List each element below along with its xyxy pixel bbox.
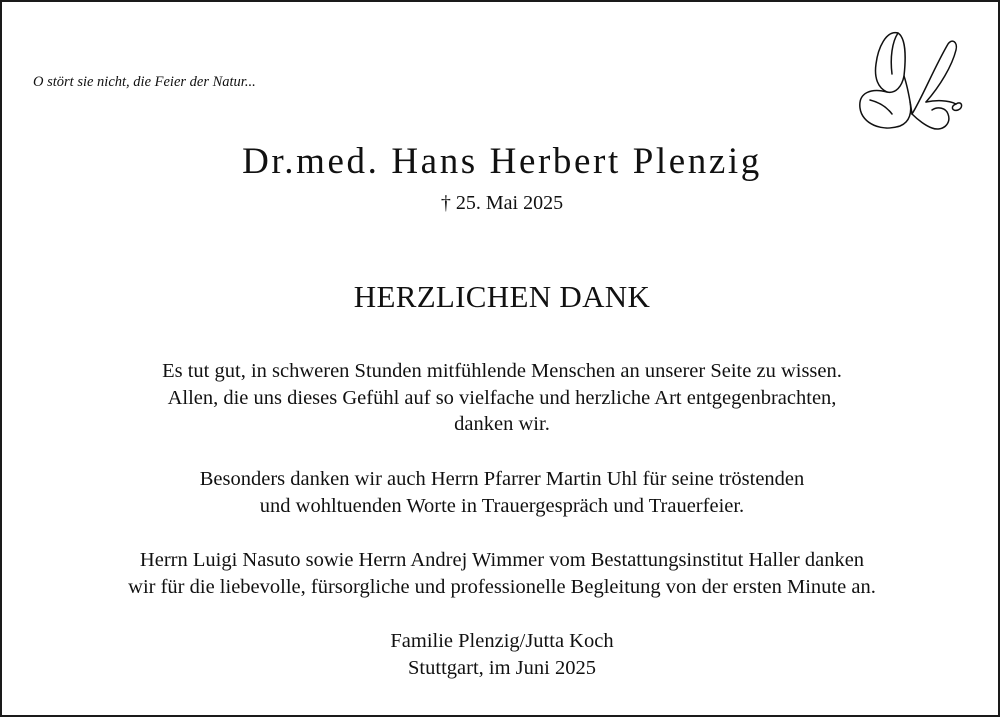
paragraph-line: und wohltuenden Worte in Trauergespräch und Trauerfeier.	[259, 494, 745, 517]
death-date: † 25. Mai 2025	[440, 192, 564, 214]
paragraph-line: Es tut gut, in schweren Stunden mitfühlende Menschen an unserer Seite zu wissen.	[162, 360, 842, 382]
thanks-undertaker-paragraph	[2, 547, 1000, 600]
paragraph-line: Allen, die uns dieses Gefühl auf so vielfache und herzliche Art entgegenbrachten,	[167, 386, 837, 409]
butterfly-icon	[852, 28, 972, 138]
thanks-paragraph	[2, 358, 1000, 438]
heading-thanks: HERZLICHEN DANK	[353, 279, 651, 314]
deceased-name: Dr.med. Hans Herbert Plenzig	[242, 141, 762, 182]
paragraph-line: Herrn Luigi Nasuto sowie Herrn Andrej Wimmer vom Bestattungsinstitut Haller danken	[139, 549, 865, 571]
signature-block	[2, 628, 1000, 681]
thanks-pastor-paragraph	[2, 466, 1000, 519]
paragraph-line: danken wir.	[454, 413, 550, 435]
paragraph-line: Besonders danken wir auch Herrn Pfarrer Martin Uhl für seine tröstenden	[199, 468, 805, 490]
signature-place-date: Stuttgart, im Juni 2025	[408, 656, 596, 679]
signature-family: Familie Plenzig/Jutta Koch	[390, 630, 614, 652]
motto-quote: O stört sie nicht, die Feier der Natur...	[33, 74, 256, 90]
paragraph-line: wir für die liebevolle, fürsorgliche und professionelle Begleitung von der ersten Minute an.	[128, 575, 876, 598]
